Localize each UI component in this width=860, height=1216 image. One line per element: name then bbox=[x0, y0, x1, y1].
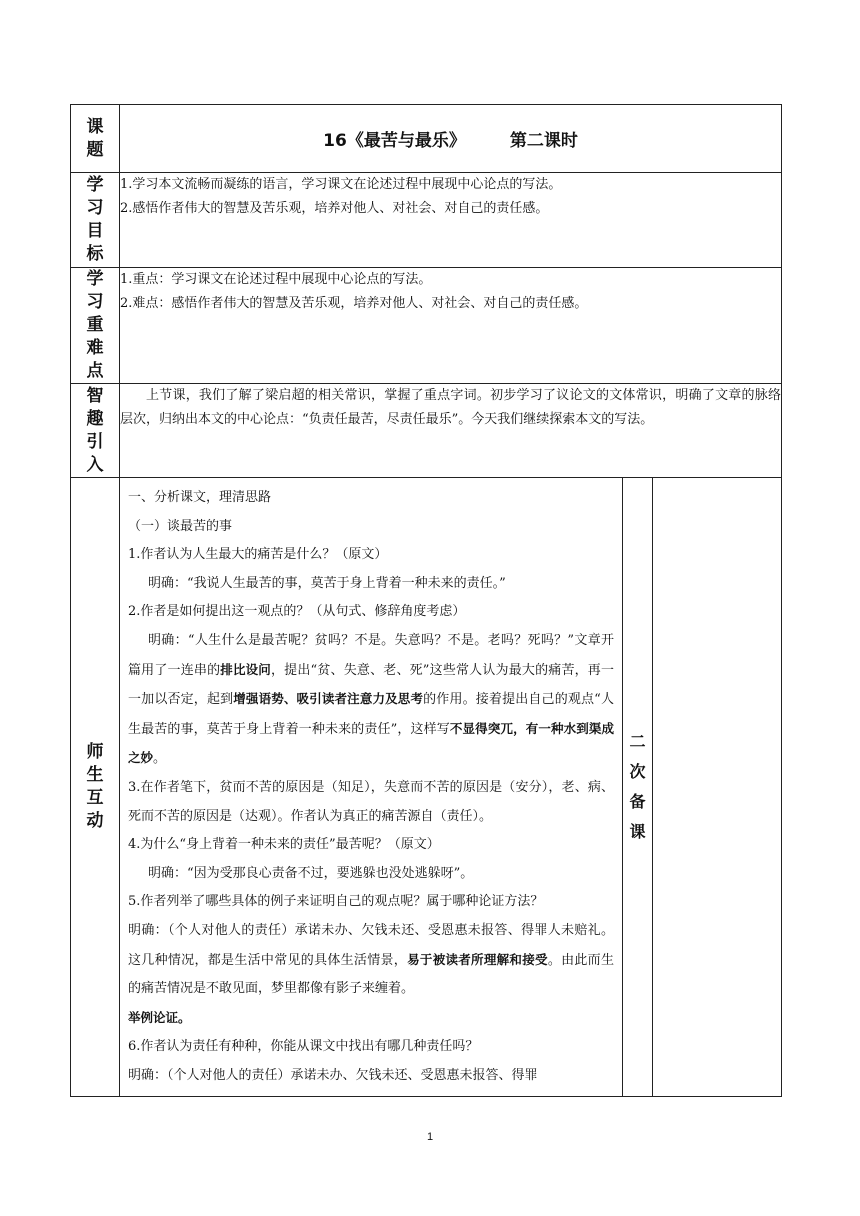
answer-text: ，提出“贫、失意、老、死”这些常人认为最大的痛苦，再一一加以否定，起到 bbox=[128, 662, 614, 708]
label-char: 趣 bbox=[86, 408, 104, 429]
interaction-body bbox=[120, 478, 622, 1096]
interaction-content-cell bbox=[120, 478, 623, 1097]
answer-emphasis: 增强语势、吸引读者注意力及思考 bbox=[233, 691, 424, 707]
key-points-row bbox=[71, 268, 782, 384]
lesson-period: 第二课时 bbox=[509, 131, 578, 151]
question-6: 6.作者认为责任有种种，你能从课文中找出有哪几种责任吗？ bbox=[128, 1039, 479, 1055]
section-heading: 一、分析课文，理清思路 bbox=[128, 490, 272, 505]
answer-6: 明确：（个人对他人的责任）承诺未办、欠钱未还、受恩惠未报答、得罪 bbox=[128, 1067, 538, 1083]
question-4: 4.为什么“身上背着一种未来的责任”最苦呢？（原文） bbox=[128, 837, 440, 853]
page-number: 1 bbox=[426, 1131, 434, 1143]
label-char: 学 bbox=[86, 269, 104, 289]
answer-text: 。由此而生的痛苦情况是不敢见面，梦里都像有影子来缠着。 bbox=[128, 952, 614, 997]
lesson-title: 16《最苦与最乐》 bbox=[323, 131, 466, 151]
label-char: 习 bbox=[86, 292, 104, 312]
title-label-cell bbox=[71, 105, 120, 173]
label-char: 智 bbox=[86, 385, 104, 406]
label-char: 学 bbox=[86, 175, 104, 195]
objectives-row bbox=[71, 173, 782, 268]
label-char: 引 bbox=[86, 431, 104, 452]
question-2: 2.作者是如何提出这一观点的？（从句式、修辞角度考虑） bbox=[128, 604, 466, 620]
label-char: 入 bbox=[86, 454, 104, 475]
interaction-label-cell bbox=[71, 478, 120, 1097]
answer-text: 的作用。接着提出自己的观点“人生最苦的事，莫苦于身上背着一种未来的责任”，这样写 bbox=[128, 692, 614, 737]
label-char: 课 bbox=[86, 116, 104, 137]
question-3: 3.在作者笔下，贫而不苦的原因是（知足），失意而不苦的原因是（安分），老、病、死而不苦的原因是（达观）。作者认为真正的痛苦源自（责任）。 bbox=[128, 779, 614, 824]
answer-emphasis: 不显得突兀，有一种水到渠成之妙 bbox=[128, 720, 614, 766]
label-char: 互 bbox=[86, 788, 104, 808]
interaction-row bbox=[71, 478, 782, 1097]
question-5: 5.作者列举了哪些具体的例子来证明自己的观点呢？属于哪种论证方法？ bbox=[128, 894, 544, 910]
answer-text: 。 bbox=[153, 751, 167, 767]
label-char: 题 bbox=[86, 139, 104, 160]
question-1: 1.作者认为人生最大的痛苦是什么？（原文） bbox=[128, 547, 388, 563]
label-char: 重 bbox=[86, 315, 104, 335]
answer-emphasis: 举例论证。 bbox=[128, 1009, 191, 1025]
objectives-label-cell bbox=[71, 173, 120, 268]
intro-content bbox=[120, 384, 782, 478]
answer-1: 明确：“我说人生最苦的事，莫苦于身上背着一种未来的责任。” bbox=[148, 575, 506, 591]
label-char: 生 bbox=[86, 765, 104, 785]
label-char: 难 bbox=[86, 338, 104, 358]
answer-text: 明确：（个人对他人的责任）承诺未办、欠钱未还、受恩惠未报答、得罪人未赔礼。这几种情况，都是生活中常见的具体生活情景， bbox=[128, 922, 614, 968]
objective-item: 1.学习本文流畅而凝练的语言，学习课文在论述过程中展现中心论点的写法。 bbox=[120, 177, 562, 192]
objectives-content bbox=[120, 173, 782, 268]
intro-label-cell bbox=[71, 384, 120, 478]
answer-text: 明确：“人生什么是最苦呢？贫吗？不是。失意吗？不是。老吗？死吗？”文章开篇用了一连串的 bbox=[128, 632, 614, 678]
label-char: 标 bbox=[86, 244, 104, 264]
key-points-label-cell bbox=[71, 268, 120, 384]
label-char: 目 bbox=[86, 221, 104, 241]
intro-row bbox=[71, 384, 782, 478]
label-char: 点 bbox=[86, 361, 104, 381]
label-char: 二 bbox=[629, 732, 646, 751]
second-prep-label-cell bbox=[623, 478, 653, 1097]
lesson-plan-table bbox=[70, 104, 782, 1097]
answer-emphasis: 易于被读者所理解和接受 bbox=[407, 951, 548, 967]
answer-4: 明确：“因为受那良心责备不过，要逃躲也没处逃躲呀”。 bbox=[148, 865, 474, 881]
key-points-content bbox=[120, 268, 782, 384]
label-char: 动 bbox=[86, 811, 104, 831]
second-prep-notes-cell bbox=[653, 478, 782, 1097]
sub-heading: （一）谈最苦的事 bbox=[128, 518, 233, 534]
intro-text: 上节课，我们了解了梁启超的相关常识，掌握了重点字词。初步学习了议论文的文体常识，明确了文章的脉络层次，归纳出本文的中心论点：“负责任最苦，尽责任最乐”。今天我们继续探索本文的写法。 bbox=[120, 388, 782, 427]
label-char: 课 bbox=[629, 822, 646, 841]
title-row bbox=[71, 105, 782, 173]
key-point-item: 2.难点：感悟作者伟大的智慧及苦乐观，培养对他人、对社会、对自己的责任感。 bbox=[120, 296, 588, 311]
answer-emphasis: 排比设问 bbox=[220, 661, 271, 677]
objective-item: 2.感悟作者伟大的智慧及苦乐观，培养对他人、对社会、对自己的责任感。 bbox=[120, 201, 549, 216]
label-char: 习 bbox=[86, 198, 104, 218]
label-char: 次 bbox=[629, 762, 646, 781]
label-char: 备 bbox=[629, 792, 646, 811]
label-char: 师 bbox=[86, 742, 104, 762]
answer-5 bbox=[128, 917, 614, 1033]
answer-2 bbox=[128, 627, 614, 774]
key-point-item: 1.重点：学习课文在论述过程中展现中心论点的写法。 bbox=[120, 272, 432, 287]
title-cell bbox=[120, 105, 782, 173]
